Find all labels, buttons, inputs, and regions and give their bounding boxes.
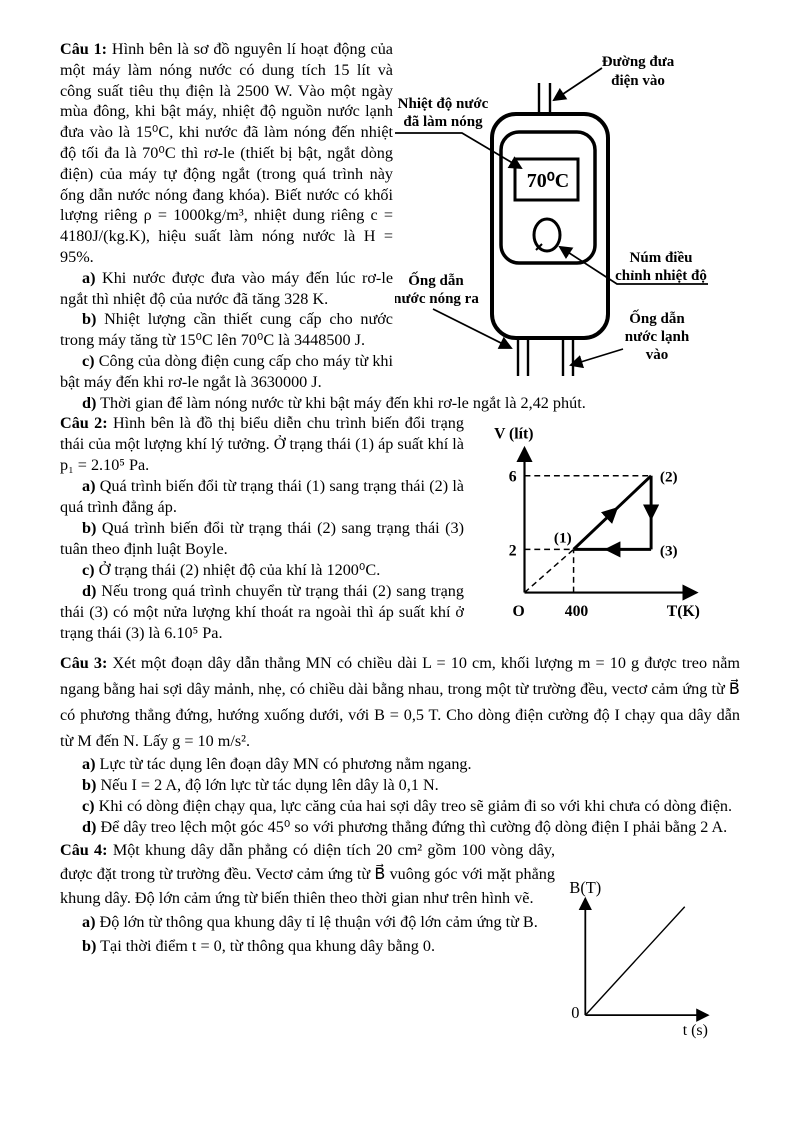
bt-graph [555,863,725,1039]
cold-water-in-label: vào [645,347,669,363]
origin-label: 0 [571,1003,580,1023]
hot-water-out-label: nước nóng ra [395,291,479,307]
q1-option-b: b) Nhiệt lượng cần thiết cung cấp cho nước trong máy tăng từ 15⁰C lên 70⁰C là 3448500 J. [60,310,393,350]
y-axis-label: V (lít) [494,425,534,443]
question-2 [60,413,740,644]
q4-label: Câu 4: [60,841,108,860]
cold-water-in-arrow [571,349,623,365]
b-vs-t-line [586,907,684,1014]
document-content [60,39,740,1039]
q3-option-b: b) Nếu I = 2 A, độ lớn lực từ tác dụng lên dây là 0,1 N. [82,776,439,795]
knob-icon [534,219,560,251]
knob-label: chỉnh nhiệt độ [615,268,707,284]
state-2-label: (2) [659,469,678,487]
water-heater-diagram [395,32,740,378]
q2-option-d: d) Nếu trong quá trình chuyển từ trạng thái (2) sang trạng thái (3) có một nửa lượng khí thoát ra ngoài thì áp suất khí ở trạng thái (3) là 6.10⁵ Pa. [60,582,464,643]
q3-option-a: a) Lực từ tác dụng lên đoạn dây MN có phương nằm ngang. [82,755,472,774]
q2-intro: Câu 2: Hình bên là đồ thị biểu diễn chu trình biến đổi trạng thái của một lượng khí lý tưởng. Ở trạng thái (1) áp suất khí là p₁ = 2.10⁵ Pa. [60,414,464,475]
cold-water-in-label: Ống dẫn [629,311,685,327]
power-in-label: điện vào [611,73,665,89]
heated-water-temp-label: đã làm nóng [403,114,483,130]
x-tick-400: 400 [564,603,589,621]
q1-option-d: d) Thời gian để làm nóng nước từ khi bật máy đến khi rơ-le ngắt là 2,42 phút. [82,393,586,412]
heated-water-temp-label: Nhiệt độ nước [397,96,489,112]
cold-water-in-label: nước lạnh [624,329,690,345]
origin-label: O [512,603,525,621]
water-heater-figure [395,32,740,378]
q1-option-a: a) Khi nước được đưa vào máy đến lúc rơ-le ngắt thì nhiệt độ của nước đã tăng 328 K. [60,268,393,308]
q1-intro-text: Hình bên là sơ đồ nguyên lí hoạt động của một máy làm nóng nước có dung tích 15 lít và công suất tiêu thụ điện là 2500 W. Vào một ngày mùa đông, khi bật máy, nhiệt độ nguồn nước lạnh đưa vào là 15⁰C, khi nước đã làm nóng đến nhiệt độ tối đa là 70⁰C thì rơ-le (thiết bị bật, ngắt dòng điện) của máy tự động ngắt (trong quá trình này ống dẫn nước nóng đang khóa). Biết nước có khối lượng riêng ρ = 1000kg/m³, nhiệt dung riêng c = 4180J/(kg.K), hiệu suất làm nóng nước là H = 95%. [60,40,393,266]
question-3 [60,650,740,838]
question-4 [60,838,740,1040]
q3-intro: Câu 3: Xét một đoạn dây dẫn thẳng MN có chiều dài L = 10 cm, khối lượng m = 10 g được treo nằm ngang bằng hai sợi dây mảnh, nhẹ, có chiều dài bằng nhau, trong một từ trường đều, vectơ cảm ứng từ B⃗ có phương thẳng đứng, hướng xuống dưới, với B = 0,5 T. Cho dòng điện cường độ I chạy qua dây dẫn từ M đến N. Lấy g = 10 m/s². [60,654,741,751]
x-axis-label: T(K) [666,603,700,621]
q1-label: Câu 1: [60,40,108,58]
state-3-label: (3) [659,542,678,560]
knob-label: Núm điều [629,250,693,266]
x-axis-label: t (s) [682,1022,708,1040]
y-tick-6: 6 [508,469,517,487]
state-1-label: (1) [553,529,572,547]
vt-graph-figure [468,411,740,622]
q3-option-c: c) Khi có dòng điện chạy qua, lực căng của hai sợi dây treo sẽ giảm đi so với khi chưa có dòng điện. [82,797,733,816]
q4-option-a: a) Độ lớn từ thông qua khung dây tỉ lệ thuận với độ lớn cảm ứng từ B. [82,913,538,932]
q2-label: Câu 2: [60,414,108,433]
y-tick-2: 2 [508,542,517,560]
hot-water-out-label: Ống dẫn [408,273,464,289]
question-1 [60,39,740,413]
q3-label: Câu 3: [60,654,108,673]
power-in-arrow [554,68,602,100]
y-axis-label: B(T) [569,878,602,898]
guide-origin-extension [525,550,574,593]
q1-option-c: c) Công của dòng điện cung cấp cho máy từ khi bật máy đến khi rơ-le ngắt là 3630000 J. [60,351,393,391]
vt-graph [468,411,740,622]
q4-option-b: b) Tại thời điểm t = 0, từ thông qua khung dây bằng 0. [82,937,436,956]
q2-option-c: c) Ở trạng thái (2) nhiệt độ của khí là 1200⁰C. [82,561,381,580]
q2-option-b: b) Quá trình biến đổi từ trạng thái (2) sang trạng thái (3) tuân theo định luật Boyle. [60,519,465,559]
q3-option-d: d) Để dây treo lệch một góc 45⁰ so với phương thẳng đứng thì cường độ dòng điện I phải bằng 2 A. [82,818,728,837]
process-1-2 [574,476,652,550]
q2-option-a: a) Quá trình biến đổi từ trạng thái (1) sang trạng thái (2) là quá trình đẳng áp. [60,477,464,517]
q4-intro: Câu 4: Một khung dây dẫn phẳng có diện tích 20 cm² gồm 100 vòng dây, được đặt trong từ trường đều. Vectơ cảm ứng từ B⃗ vuông góc với mặt phẳng khung dây. Độ lớn cảm ứng từ biến thiên theo thời gian như trên hình vẽ. [60,841,555,908]
power-in-label: Đường đưa [601,54,675,70]
bt-graph-figure [555,863,740,1039]
temperature-display-value: 70⁰C [526,170,570,192]
